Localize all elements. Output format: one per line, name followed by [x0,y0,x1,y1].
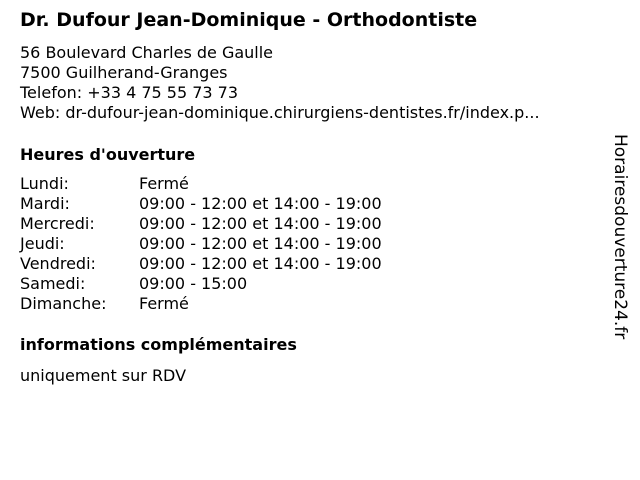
day-label: Vendredi: [20,254,96,273]
day-hours: 09:00 - 12:00 et 14:00 - 19:00 [139,214,382,233]
hours-row-sunday [20,294,382,314]
hours-row-thursday [20,234,382,254]
day-label: Mercredi: [20,214,95,233]
day-hours: 09:00 - 12:00 et 14:00 - 19:00 [139,254,382,273]
day-hours: Fermé [139,174,189,193]
day-hours: Fermé [139,294,189,313]
hours-row-wednesday [20,214,382,234]
address-city: 7500 Guilherand-Granges [20,63,228,82]
contact-info [20,43,540,123]
day-label: Mardi: [20,194,70,213]
day-hours: 09:00 - 12:00 et 14:00 - 19:00 [139,234,382,253]
day-label: Lundi: [20,174,69,193]
website-link[interactable]: Web: dr-dufour-jean-dominique.chirurgiens-dentistes.fr/index.p... [20,103,540,122]
day-label: Dimanche: [20,294,107,313]
day-hours: 09:00 - 15:00 [139,274,248,293]
day-label: Samedi: [20,274,86,293]
hours-row-tuesday [20,194,382,214]
address-street: 56 Boulevard Charles de Gaulle [20,43,274,62]
additional-info-text: uniquement sur RDV [20,366,187,385]
hours-row-saturday [20,274,382,294]
hours-row-monday [20,174,382,194]
opening-hours-table [20,174,382,314]
phone-number: Telefon: +33 4 75 55 73 73 [20,83,239,102]
day-label: Jeudi: [20,234,65,253]
page-title: Dr. Dufour Jean-Dominique - Orthodontiste [20,9,478,31]
site-watermark: Horairesdouverture24.fr [610,134,630,340]
day-hours: 09:00 - 12:00 et 14:00 - 19:00 [139,194,382,213]
additional-info-heading: informations complémentaires [20,335,297,354]
opening-hours-heading: Heures d'ouverture [20,145,196,164]
hours-row-friday [20,254,382,274]
